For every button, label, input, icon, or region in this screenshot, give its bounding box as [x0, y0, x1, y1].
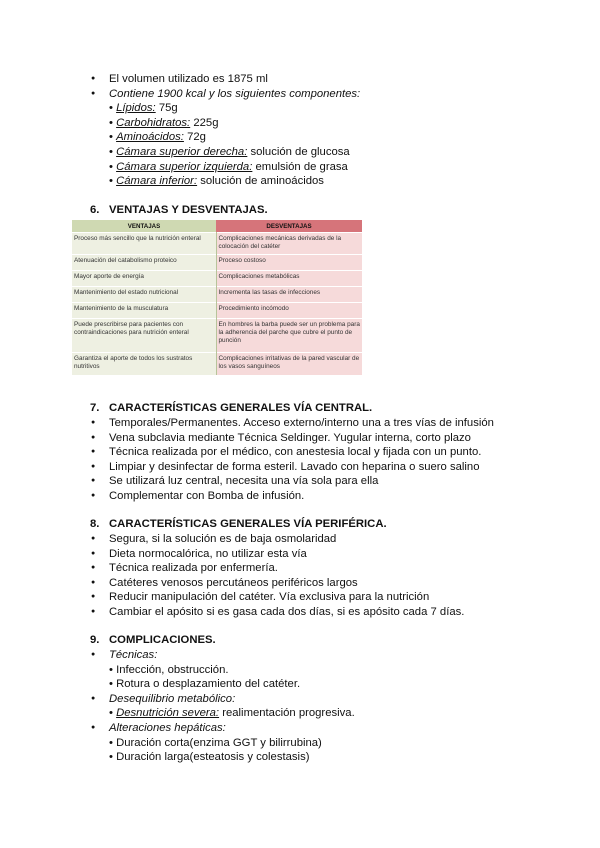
table-cell: Garantiza el aporte de todos los sustratos nutritivos — [72, 353, 216, 375]
table-cell: Complicaciones mecánicas derivadas de la colocación del catéter — [216, 233, 362, 255]
list-item: ● Técnica realizada por enfermería. — [90, 561, 510, 576]
component-item: • Cámara superior derecha: solución de glucosa — [109, 145, 350, 158]
component-item: • Lípidos: 75g — [109, 102, 178, 115]
central-list — [90, 416, 510, 504]
list-item: ● Cambiar el apósito si es gasa cada dos días, si es apósito cada 7 días. — [90, 605, 510, 620]
list-item: ● Limpiar y desinfectar de forma esteril. Lavado con heparina o suero salino — [90, 460, 510, 475]
table-cell: Atenuación del catabolismo proteico — [72, 255, 216, 271]
component-item: • Carbohidratos: 225g — [109, 116, 219, 129]
list-item: ● Técnica realizada por el médico, con anestesia local y fijada con un punto. — [90, 445, 510, 460]
section-heading: 6. VENTAJAS Y DESVENTAJAS. — [90, 204, 268, 216]
section-heading: 8. CARACTERÍSTICAS GENERALES VÍA PERIFÉRICA. — [90, 518, 387, 530]
sub-item: • Duración larga(esteatosis y colestasis) — [109, 751, 310, 764]
table-cell: Mantenimiento de la musculatura — [72, 303, 216, 319]
intro-list — [90, 72, 510, 189]
table-cell: Mantenimiento del estado nutricional — [72, 287, 216, 303]
sub-item: • Rotura o desplazamiento del catéter. — [109, 678, 301, 691]
table-cell: Procedimiento incómodo — [216, 303, 362, 319]
list-item: ● El volumen utilizado es 1875 ml — [90, 72, 510, 87]
list-item: ● Complementar con Bomba de infusión. — [90, 489, 510, 504]
table-cell: Proceso costoso — [216, 255, 362, 271]
column-header: VENTAJAS — [72, 220, 216, 233]
list-item: ● Alteraciones hepáticas: — [90, 721, 510, 736]
list-item: ● Segura, si la solución es de baja osmolaridad — [90, 532, 510, 547]
table-cell: En hombres la barba puede ser un problema para la adherencia del parche que cubre el punto de punción — [216, 319, 362, 353]
list-item: ● Dieta normocalórica, no utilizar esta vía — [90, 547, 510, 562]
component-item: • Cámara inferior: solución de aminoácidos — [109, 175, 324, 188]
table-cell: Puede prescribirse para pacientes con contraindicaciones para nutrición enteral — [72, 319, 216, 353]
sub-item: • Desnutrición severa: realimentación progresiva. — [109, 707, 355, 720]
table-cell: Complicaciones metabólicas — [216, 271, 362, 287]
sub-item: • Duración corta(enzima GGT y bilirrubina) — [109, 736, 322, 749]
list-item: ● Reducir manipulación del catéter. Vía exclusiva para la nutrición — [90, 590, 510, 605]
list-item: ● Desequilibrio metabólico: — [90, 692, 510, 707]
list-item: ● Vena subclavia mediante Técnica Seldinger. Yugular interna, corto plazo — [90, 431, 510, 446]
table-cell: Mayor aporte de energía — [72, 271, 216, 287]
component-item: • Cámara superior izquierda: emulsión de grasa — [109, 160, 348, 173]
list-item: ● Temporales/Permanentes. Acceso externo/interno una a tres vías de infusión — [90, 416, 510, 431]
table-cell: Complicaciones irritativas de la pared vascular de los vasos sanguíneos — [216, 353, 362, 375]
column-header: DESVENTAJAS — [216, 220, 362, 233]
list-item: ● Técnicas: — [90, 648, 510, 663]
list-item: ● Catéteres venosos percutáneos periféricos largos — [90, 576, 510, 591]
list-item: ● Se utilizará luz central, necesita una vía sola para ella — [90, 474, 510, 489]
list-item: ● Contiene 1900 kcal y los siguientes componentes: — [90, 87, 510, 102]
sub-item: • Infección, obstrucción. — [109, 663, 229, 676]
complications-list — [90, 648, 510, 765]
peripheral-list — [90, 532, 510, 620]
section-heading: 7. CARACTERÍSTICAS GENERALES VÍA CENTRAL. — [90, 402, 373, 414]
table-cell: Incrementa las tasas de infecciones — [216, 287, 362, 303]
component-item: • Aminoácidos: 72g — [109, 131, 206, 144]
table-cell: Proceso más sencillo que la nutrición enteral — [72, 233, 216, 255]
section-heading: 9. COMPLICACIONES. — [90, 634, 216, 646]
advantages-table — [72, 220, 362, 375]
